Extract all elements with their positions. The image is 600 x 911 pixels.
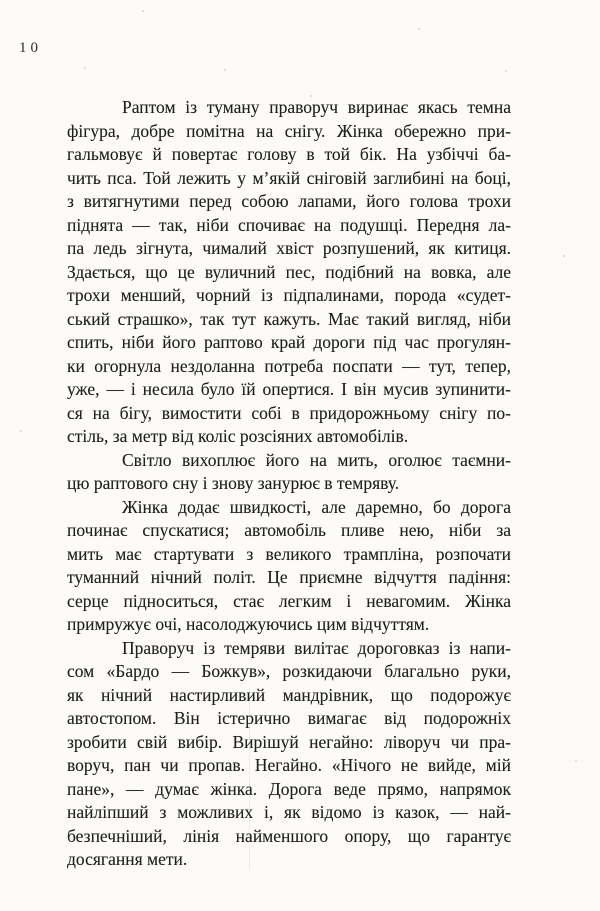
text-line: цю раптового сну і знову занурює в темряву. — [67, 473, 400, 493]
text-line: Світло вихоплює його на мить, оголює таємни- — [122, 449, 511, 470]
text-line: па ледь зігнута, чималий хвіст розпушений, як китиця. — [67, 238, 511, 258]
text-line: безпечніший, лінія найменшого опору, що гарантує — [67, 825, 511, 846]
scan-speck — [505, 70, 507, 72]
text-line: зробити свій вибір. Вирішуй негайно: ліворуч чи пра- — [67, 731, 511, 752]
text-line: як нічний настирливий мандрівник, що подорожує — [67, 684, 511, 705]
scan-speck — [575, 760, 577, 762]
text-line: Раптом із туману праворуч виринає якась темна — [122, 97, 511, 117]
text-line: уже, — і несила було їй опертися. І він мусив зупинити- — [67, 379, 511, 399]
text-line: ся на бігу, вимостити собі в придорожньому снігу по- — [67, 402, 511, 423]
scan-speck — [418, 28, 420, 30]
scan-speck — [142, 10, 144, 12]
scan-speck — [84, 67, 86, 69]
text-line: мить має стартувати з великого трампліна, розпочати — [67, 543, 511, 564]
page-crease — [249, 688, 250, 870]
text-line: Праворуч із темряви вилітає дороговказ із напи- — [122, 637, 511, 658]
text-line: Здається, що це вуличний пес, подібний на вовка, але — [67, 261, 511, 282]
text-line: автостопом. Він істерично вимагає від подорожніх — [67, 708, 511, 728]
scan-speck — [563, 255, 565, 257]
paragraph — [67, 496, 511, 637]
text-line: досягання мети. — [67, 849, 188, 869]
scan-speck — [20, 430, 22, 432]
scan-speck — [310, 95, 312, 97]
text-line: гальмовує й повертає голову в той бік. На узбіччі ба- — [67, 144, 511, 164]
paragraph — [67, 96, 511, 449]
text-line: спить, ніби його раптово край дороги під час прогулян- — [67, 332, 511, 352]
text-line: Жінка додає швидкості, але даремно, бо дорога — [122, 496, 511, 517]
text-line: найліпший з можливих і, як відомо із казок, — най- — [67, 802, 511, 822]
text-line: воруч, пан чи пропав. Негайно. «Нічого не вийде, мій — [67, 755, 511, 775]
text-line: з витягнутими перед собою лапами, його голова трохи — [67, 191, 511, 211]
text-line: сом «Бардо — Божкув», розкидаючи благально руки, — [67, 661, 511, 681]
text-line: серце підноситься, стає легким і невагомим. Жінка — [67, 590, 511, 611]
text-block — [67, 96, 511, 872]
paragraph — [67, 449, 511, 496]
text-line: пане», — думає жінка. Дорога веде прямо, напрямок — [67, 778, 511, 799]
text-line: чить пса. Той лежить у м’якій сніговій заглибині на боці, — [67, 167, 511, 188]
text-line: ки огорнула нездоланна потреба поспати — тут, тепер, — [67, 355, 511, 376]
text-line: туманний нічний політ. Це приємне відчуття падіння: — [67, 567, 511, 587]
text-line: піднята — так, ніби спочиває на подушці. Передня ла- — [67, 214, 511, 235]
text-line: фігура, добре помітна на снігу. Жінка обережно при- — [67, 120, 511, 141]
text-line: ський страшко», так тут кажуть. Має такий вигляд, ніби — [67, 308, 511, 329]
text-line: стіль, за метр від коліс розсіяних автомобілів. — [67, 426, 409, 446]
page-number: 10 — [19, 40, 42, 56]
paragraph — [67, 637, 511, 872]
text-line: трохи менший, чорний із підпалинами, порода «судет- — [67, 285, 511, 305]
text-line: примружує очі, насолоджуючись цим відчуттям. — [67, 614, 430, 634]
text-line: починає спускатися; автомобіль пливе нею, ніби за — [67, 520, 511, 540]
scan-speck — [224, 69, 226, 71]
